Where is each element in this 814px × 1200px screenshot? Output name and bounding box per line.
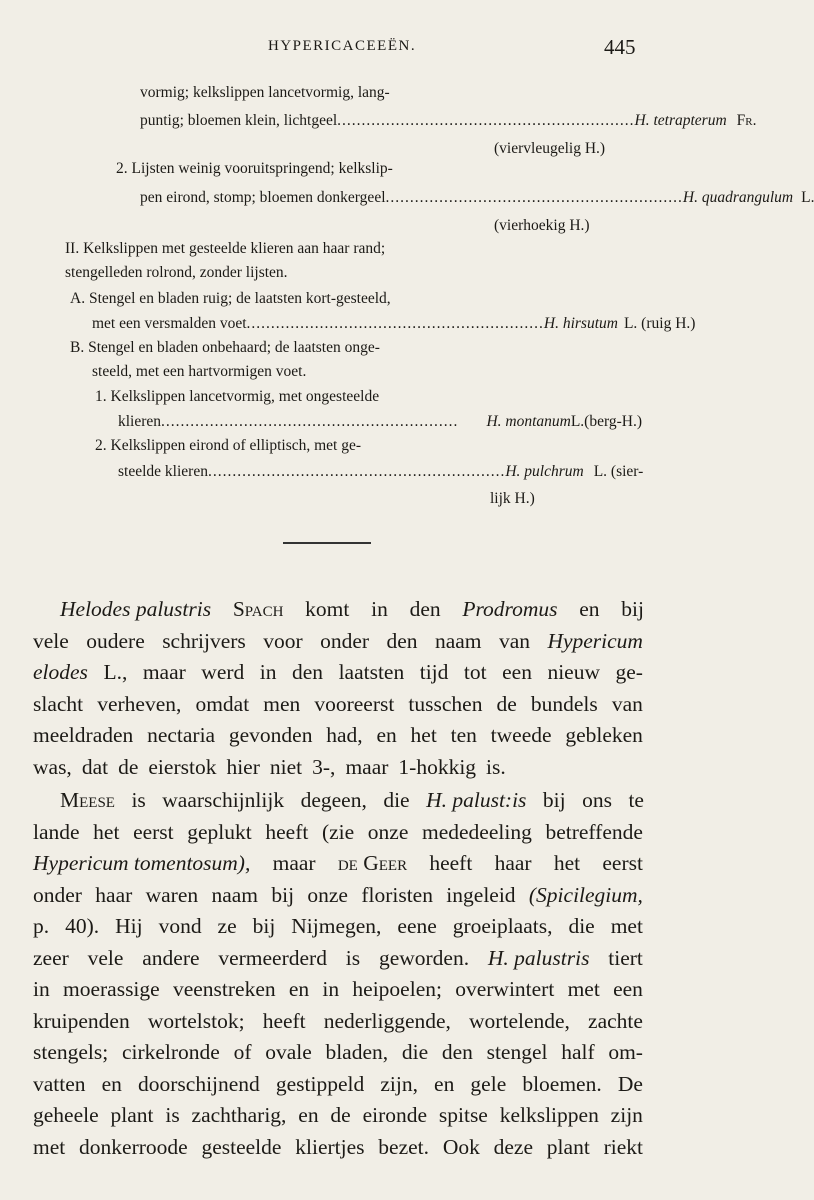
word: die [568, 914, 595, 938]
word: eene [397, 914, 437, 938]
word: moerassige [62, 977, 160, 1001]
text-line [33, 1103, 643, 1128]
word: en [298, 1103, 319, 1127]
word: en [101, 1071, 122, 1096]
key-line: A. Stengel en bladen ruig; de laatsten kort-gesteeld, [70, 290, 391, 307]
word: het [93, 819, 120, 844]
word: tweede [490, 723, 552, 747]
text-line [33, 977, 643, 1002]
leader-dots: ............................................................. [161, 413, 459, 430]
word: zeer [33, 945, 69, 970]
word: de [118, 754, 139, 779]
word: de [330, 1103, 351, 1127]
text-line [33, 723, 643, 748]
word: is [165, 1103, 180, 1127]
word: Nijmegen, [291, 914, 382, 938]
key-line: steeld, met een hartvormigen voet. [92, 363, 307, 380]
leader-dots: ............................................................. [385, 189, 683, 206]
word: zijn, [380, 1071, 418, 1096]
word: gebleken [565, 723, 643, 747]
word: komt [305, 597, 350, 621]
word: bij [542, 788, 566, 812]
word: tot [463, 660, 487, 684]
word: riekt [603, 1134, 643, 1159]
word: gevonden [228, 723, 313, 747]
word: het [553, 851, 581, 875]
text-line [33, 660, 643, 685]
word: is. [486, 754, 506, 779]
word: naam [211, 882, 259, 907]
key-line: (vierhoekig H.) [494, 217, 590, 234]
word: vele [87, 945, 124, 970]
word: bij [252, 914, 276, 938]
word: een [613, 977, 643, 1001]
section-divider [283, 542, 371, 544]
word: Meese [60, 788, 115, 812]
word: in [371, 597, 388, 621]
word: Hij [115, 914, 143, 938]
word: in [33, 977, 50, 1001]
word: ze [217, 914, 237, 938]
word: den [409, 597, 441, 621]
word: oudere [86, 628, 145, 653]
word: men [263, 691, 301, 716]
word: vatten [33, 1071, 86, 1096]
word: zachtharig, [191, 1103, 287, 1127]
text-line [60, 788, 644, 813]
key-line: 2. Kelkslippen eirond of elliptisch, met ge- [95, 437, 362, 454]
word: ingeleid [446, 882, 516, 907]
word: gele [470, 1071, 507, 1096]
key-line: met een versmalden voet ............................................................. H. hirsutum L. (ruig H.) [92, 315, 696, 332]
word: Hypericum [547, 628, 643, 653]
word: maar [345, 754, 389, 779]
word: en [434, 1071, 455, 1096]
word: nectaria [147, 723, 216, 747]
word: donkerroode [79, 1134, 188, 1159]
key-line: klieren ............................................................. H. montanum L.(berg-H.) [118, 413, 642, 430]
word: heipoelen; [352, 977, 442, 1001]
word: eierstok [148, 754, 217, 779]
word: dat [81, 754, 109, 779]
word: in [259, 660, 277, 684]
key-line: 1. Kelkslippen lancetvormig, met ongesteelde [95, 388, 380, 405]
text-line [33, 1135, 643, 1160]
word: den [292, 660, 324, 684]
word: onder [320, 628, 370, 653]
word: was, [33, 754, 72, 779]
word: te [628, 788, 644, 812]
text-line [33, 755, 643, 780]
text-line [33, 629, 643, 654]
word: van [611, 691, 643, 716]
word: bloemen. [522, 1071, 602, 1096]
word: waarschijnlijk [162, 788, 285, 812]
word: heeft [429, 851, 473, 875]
key-line: lijk H.) [490, 490, 535, 507]
text-line [33, 692, 643, 717]
word: kelkslippen [499, 1103, 599, 1127]
key-line: puntig; bloemen klein, lichtgeel ............................................................. H. tetrapterum Fr. [140, 112, 757, 129]
word: bij [271, 882, 295, 907]
word: tiert [608, 945, 643, 970]
word: eerst [602, 851, 643, 875]
word: veenstreken [172, 977, 276, 1001]
text-line [33, 851, 643, 876]
word: stengel [486, 1040, 548, 1064]
word: en [376, 723, 397, 747]
word: overwintert [455, 977, 555, 1001]
word: en [579, 597, 600, 621]
word: stengels; [33, 1040, 109, 1064]
word: om- [608, 1040, 643, 1064]
text-line [33, 1009, 643, 1034]
word: verheven, [97, 691, 182, 716]
word: de [496, 691, 517, 716]
word: doorschijnend [138, 1071, 260, 1096]
word: elodes [33, 660, 88, 684]
word: zijn [610, 1103, 643, 1127]
word: ge- [615, 660, 643, 684]
word: de Geer [337, 851, 408, 875]
word: het [410, 723, 437, 747]
word: plant [110, 1103, 154, 1127]
word: p. [33, 914, 50, 938]
word: L., [103, 660, 128, 684]
word: den [441, 1040, 473, 1064]
word: groeiplaats, [452, 914, 553, 938]
word: degeen, [300, 788, 367, 812]
text-line [33, 946, 643, 971]
word: of [233, 1040, 252, 1064]
word: Ook [442, 1134, 480, 1159]
word: vele [33, 628, 69, 653]
word: werd [201, 660, 245, 684]
text-line [33, 914, 643, 939]
key-line: 2. Lijsten weinig vooruitspringend; kelkslip- [116, 160, 393, 177]
key-line: vormig; kelkslippen lancetvormig, lang- [140, 84, 390, 101]
word: met [567, 977, 600, 1001]
word: half [561, 1040, 595, 1064]
text-line [60, 597, 644, 622]
word: bezet. [378, 1134, 430, 1159]
word: tusschen [408, 691, 483, 716]
word: Hypericum tomentosum), [33, 851, 251, 875]
word: zachte [588, 1008, 643, 1033]
word: H. palust:is [426, 788, 527, 812]
word: wortelende, [469, 1008, 570, 1033]
word: in [322, 977, 340, 1001]
word: die [383, 788, 410, 812]
word: die [401, 1040, 429, 1064]
word: ons [582, 788, 612, 812]
word: omdat [195, 691, 250, 716]
word: 1-hokkig [398, 754, 477, 779]
key-line: steelde klieren ............................................................. H. pulchrum L. (sier- [118, 463, 644, 480]
word: den [386, 628, 418, 653]
word: maar [142, 660, 186, 684]
word: andere [142, 945, 200, 970]
word: met [33, 1134, 66, 1159]
page-number: 445 [604, 35, 636, 59]
word: nieuw [547, 660, 600, 684]
word: kruipenden [33, 1008, 130, 1033]
word: nederliggende, [323, 1008, 451, 1033]
key-line: B. Stengel en bladen onbehaard; de laatsten onge- [70, 339, 380, 356]
word: ten [450, 723, 477, 747]
word: vond [158, 914, 202, 938]
word: geworden. [378, 945, 470, 970]
word: heeft [262, 1008, 306, 1033]
word: eironde [362, 1103, 428, 1127]
text-line [33, 1040, 643, 1065]
word: bundels [530, 691, 598, 716]
word: geplukt [187, 819, 252, 844]
word: schrijvers [162, 628, 246, 653]
word: laatsten [338, 660, 405, 684]
word: De [617, 1071, 643, 1096]
word: Prodromus [462, 597, 558, 621]
word: maar [272, 851, 316, 875]
word: ovale [265, 1040, 312, 1064]
word: H. palustris [487, 945, 590, 970]
word: deze [493, 1134, 534, 1159]
word: bladen, [325, 1040, 389, 1064]
key-line: (viervleugelig H.) [494, 140, 606, 157]
word: onze [367, 819, 409, 844]
leader-dots: ............................................................. [246, 315, 544, 332]
word: meeldraden [33, 723, 134, 747]
word: Helodes palustris [60, 597, 212, 621]
word: en [288, 977, 310, 1001]
word: slacht [33, 691, 84, 716]
word: (Spicilegium, [528, 882, 643, 907]
leader-dots: ............................................................. [337, 112, 635, 129]
word: gestippeld [275, 1071, 365, 1096]
word: haar [494, 851, 532, 875]
word: gesteelde [201, 1134, 282, 1159]
word: eerst [133, 819, 174, 844]
key-line: II. Kelkslippen met gesteelde klieren aan haar rand; [65, 240, 386, 257]
word: bij [621, 597, 644, 621]
word: niet [269, 754, 303, 779]
word: is [345, 945, 361, 970]
word: mededeeling [421, 819, 532, 844]
word: 3-, [312, 754, 336, 779]
word: met [610, 914, 643, 938]
word: wortelstok; [147, 1008, 245, 1033]
word: vermeerderd [218, 945, 327, 970]
word: een [502, 660, 532, 684]
word: spitse [438, 1103, 488, 1127]
word: waren [145, 882, 199, 907]
word: betreffende [545, 819, 643, 844]
word: onder [33, 882, 82, 907]
text-line [33, 820, 643, 845]
word: Spach [232, 597, 284, 621]
text-line [33, 883, 643, 908]
key-line: pen eirond, stomp; bloemen donkergeel ............................................................. H. quadrangulum L. [140, 189, 814, 206]
word: geheele [33, 1103, 99, 1127]
word: lande [33, 819, 80, 844]
word: van [498, 628, 530, 653]
word: onze [307, 882, 348, 907]
word: vooreerst [314, 691, 395, 716]
running-header: HYPERICACEEËN. [268, 38, 417, 54]
word: had, [326, 723, 363, 747]
word: voor [263, 628, 303, 653]
word: naam [434, 628, 482, 653]
word: floristen [361, 882, 433, 907]
text-line [33, 1072, 643, 1097]
word: tijd [419, 660, 449, 684]
leader-dots: ............................................................. [207, 463, 506, 480]
word: cirkelronde [121, 1040, 220, 1064]
word: (zie [321, 819, 355, 844]
key-line: stengelleden rolrond, zonder lijsten. [65, 264, 288, 281]
word: kliertjes [295, 1134, 365, 1159]
word: 40). [65, 914, 100, 938]
word: hier [226, 754, 260, 779]
word: plant [546, 1134, 590, 1159]
word: heeft [265, 819, 309, 844]
word: is [131, 788, 146, 812]
word: haar [95, 882, 133, 907]
